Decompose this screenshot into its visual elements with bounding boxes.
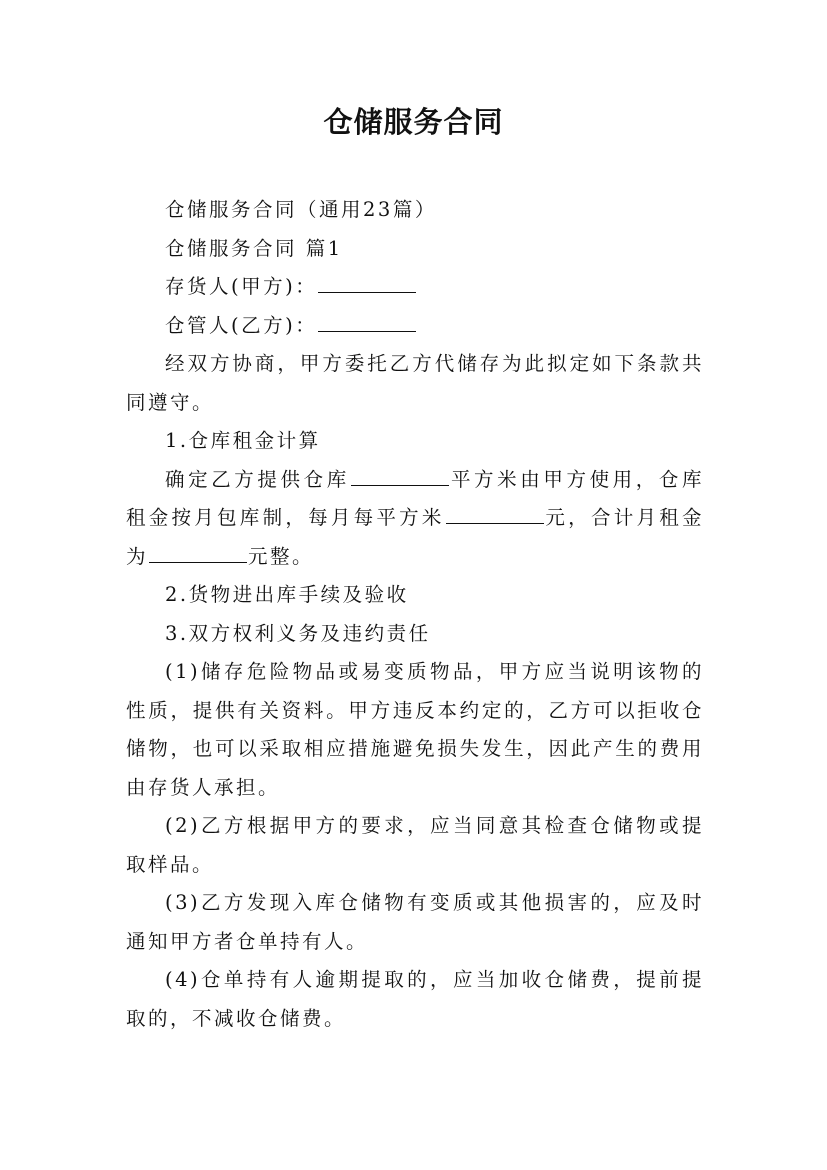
- item1-paragraph: [126, 461, 704, 577]
- item3-heading: 3.双方权利义务及违约责任: [165, 621, 431, 645]
- subtitle: 仓储服务合同（通用23篇）: [165, 198, 437, 221]
- clause-1: (1)储存危险物品或易变质物品，甲方应当说明该物的性质，提供有关资料。甲方违反本约定的，乙方可以拒收仓储物，也可以采取相应措施避免损失发生，因此产生的费用由存货人承担。: [126, 660, 704, 799]
- section-heading: 仓储服务合同 篇1: [165, 236, 343, 260]
- item1-text-4: 元整。: [248, 544, 315, 568]
- party-b-blank: [318, 330, 416, 332]
- party-a-blank: [318, 291, 416, 293]
- item1-text-1: 确定乙方提供仓库: [165, 467, 350, 491]
- party-a-row: [126, 268, 704, 307]
- party-a-label: 存货人(甲方)：: [165, 275, 318, 298]
- item1-text-3: 元，合计月租金为: [126, 506, 704, 568]
- document-title: 仓储服务合同: [323, 105, 504, 139]
- total-rent-blank: [149, 561, 247, 563]
- party-b-row: [126, 307, 704, 346]
- document-body: [126, 191, 704, 1038]
- clause-3: (3)乙方发现入库仓储物有变质或其他损害的，应及时通知甲方者仓单持有人。: [126, 891, 704, 953]
- area-blank: [351, 484, 449, 486]
- intro-paragraph: 经双方协商，甲方委托乙方代储存为此拟定如下条款共同遵守。: [126, 352, 704, 414]
- unit-price-blank: [446, 522, 544, 524]
- item2-heading: 2.货物进出库手续及验收: [165, 583, 409, 606]
- item1-text-2: 平方米由甲方使用，仓库租金按月包库制，每月每平方米: [126, 467, 704, 529]
- clause-2: (2)乙方根据甲方的要求，应当同意其检查仓储物或提取样品。: [126, 814, 704, 876]
- clause-4: (4)仓单持有人逾期提取的，应当加收仓储费，提前提取的，不减收仓储费。: [126, 968, 704, 1030]
- item1-heading: 1.仓库租金计算: [165, 429, 321, 452]
- party-b-label: 仓管人(乙方)：: [165, 313, 318, 337]
